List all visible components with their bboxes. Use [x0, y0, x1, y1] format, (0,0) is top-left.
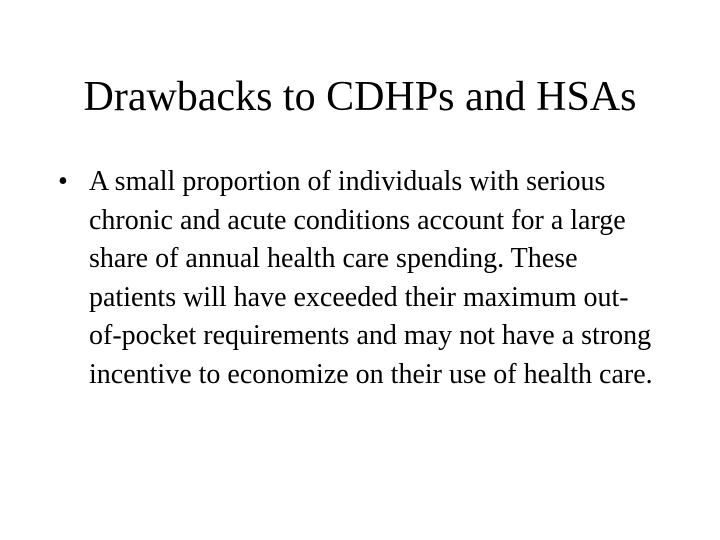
- slide-title: Drawbacks to CDHPs and HSAs: [83, 74, 637, 120]
- bullet-list: [58, 163, 658, 394]
- bullet-marker: •: [58, 166, 68, 197]
- bullet-item: [58, 163, 658, 394]
- bullet-text: A small proportion of individuals with serious chronic and acute conditions account for a large share of annual health care spending. These patients will have exceeded their maximum out-of-pocket requirements and may not have a strong incentive to economize on their use of health care.: [89, 166, 653, 390]
